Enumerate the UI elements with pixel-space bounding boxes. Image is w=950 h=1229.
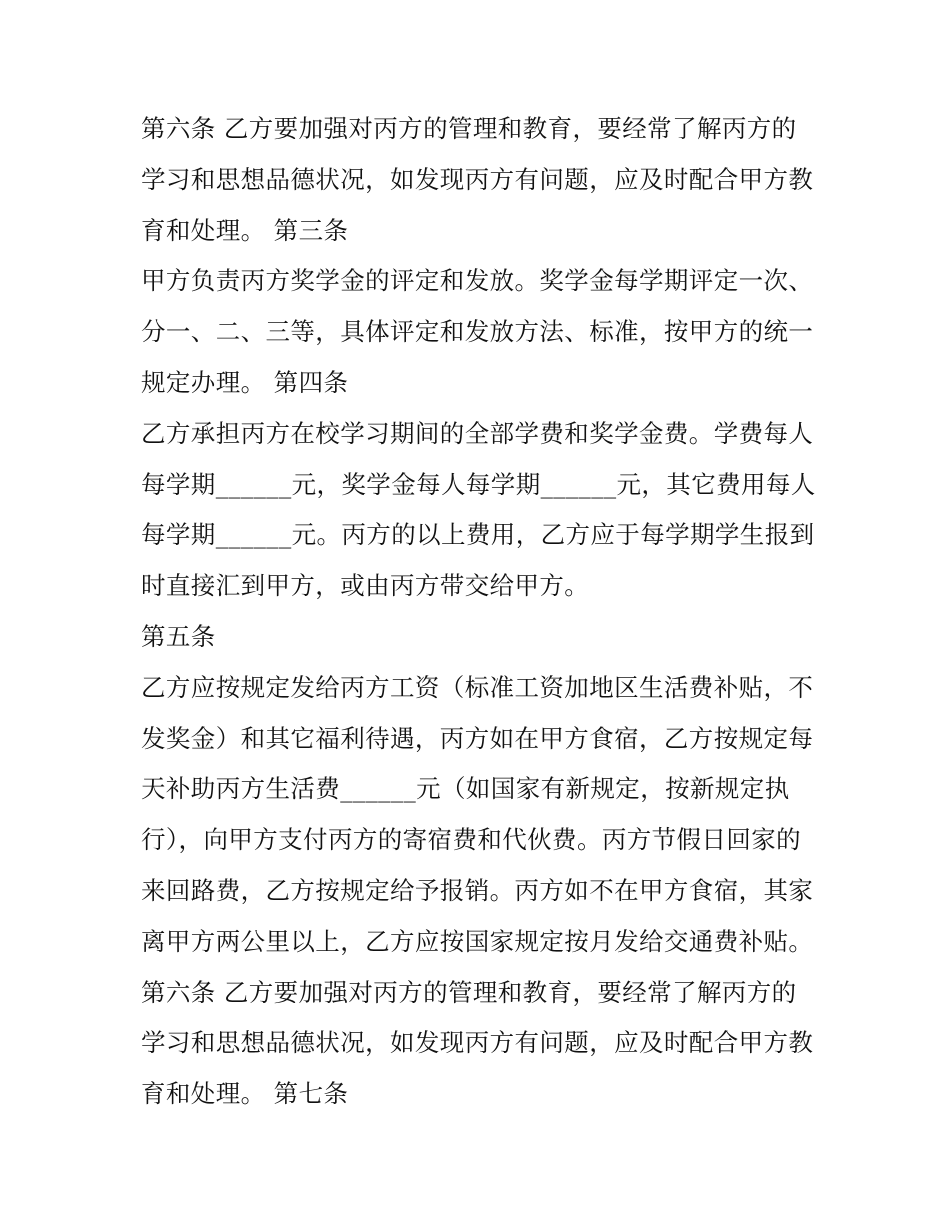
text-line: 来回路费，乙方按规定给予报销。丙方如不在甲方食宿，其家 bbox=[141, 875, 814, 905]
text-line: 甲方负责丙方奖学金的评定和发放。奖学金每学期评定一次、 bbox=[141, 266, 814, 296]
text-line: 学习和思想品德状况，如发现丙方有问题，应及时配合甲方教 bbox=[141, 1028, 814, 1058]
document-page bbox=[141, 104, 821, 1120]
text-line: 规定办理。 第四条 bbox=[141, 367, 349, 397]
text-line: 发奖金）和其它福利待遇，丙方如在甲方食宿，乙方按规定每 bbox=[141, 723, 814, 753]
text-line: 学习和思想品德状况，如发现丙方有问题，应及时配合甲方教 bbox=[141, 164, 814, 194]
text-line: 第五条 bbox=[141, 621, 216, 651]
text-line: 每学期______元。丙方的以上费用，乙方应于每学期学生报到 bbox=[141, 520, 815, 550]
text-line: 乙方承担丙方在校学习期间的全部学费和奖学金费。学费每人 bbox=[141, 418, 814, 448]
text-line: 第六条 乙方要加强对丙方的管理和教育，要经常了解丙方的 bbox=[141, 114, 797, 143]
text-line: 乙方应按规定发给丙方工资（标准工资加地区生活费补贴，不 bbox=[141, 672, 814, 702]
text-line: 行），向甲方支付丙方的寄宿费和代伙费。丙方节假日回家的 bbox=[141, 825, 802, 855]
text-line: 第六条 乙方要加强对丙方的管理和教育，要经常了解丙方的 bbox=[141, 977, 797, 1007]
text-line: 育和处理。 第七条 bbox=[141, 1079, 349, 1109]
text-line: 每学期______元，奖学金每人每学期______元，其它费用每人 bbox=[141, 469, 816, 499]
text-line: 离甲方两公里以上，乙方应按国家规定按月发给交通费补贴。 bbox=[141, 926, 814, 956]
text-line: 天补助丙方生活费______元（如国家有新规定，按新规定执 bbox=[141, 774, 790, 804]
text-line: 时直接汇到甲方，或由丙方带交给甲方。 bbox=[141, 571, 590, 601]
text-line: 育和处理。 第三条 bbox=[141, 215, 349, 245]
text-line: 分一、二、三等，具体评定和发放方法、标准，按甲方的统一 bbox=[141, 317, 814, 347]
